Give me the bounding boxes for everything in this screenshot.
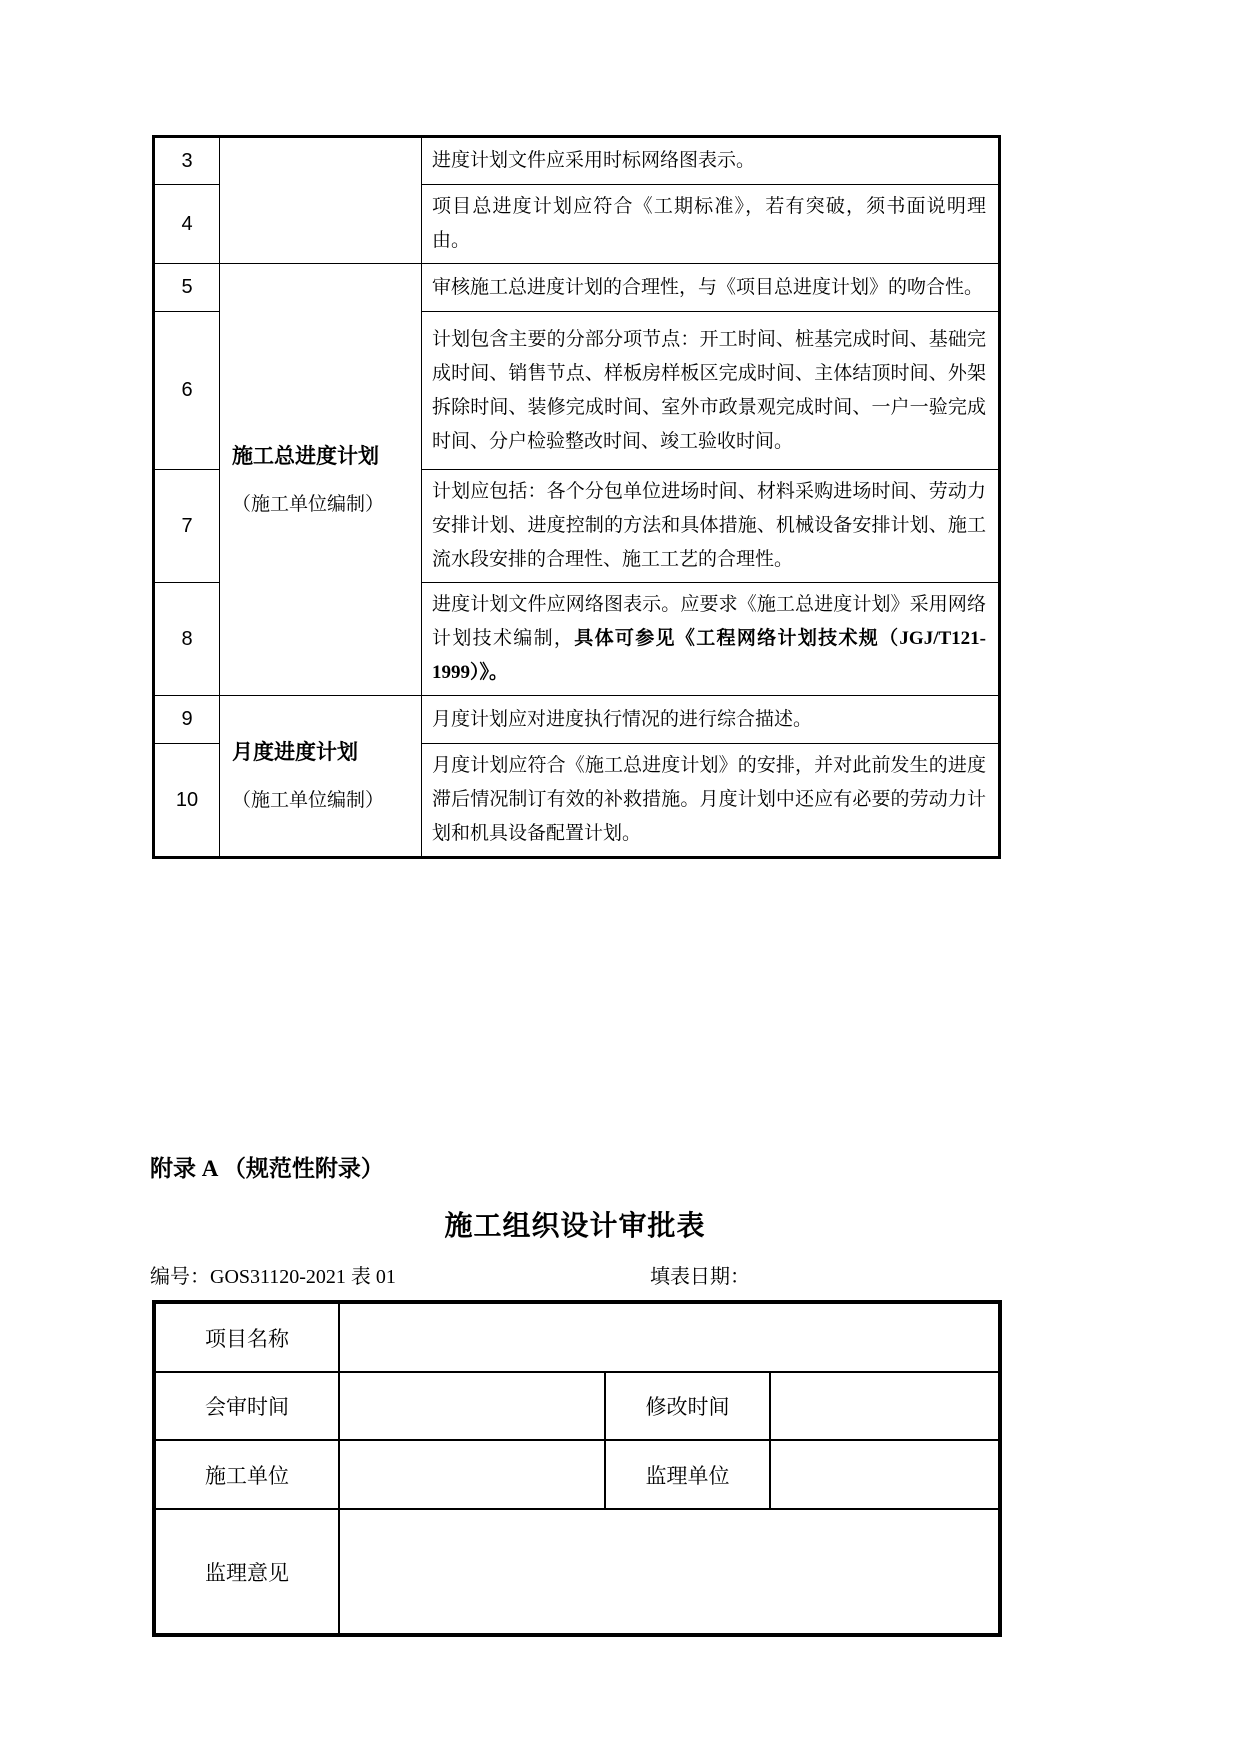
contractor-field[interactable]	[339, 1440, 605, 1509]
category-cell-monthly-schedule	[220, 696, 422, 858]
supervisor-label: 监理单位	[605, 1440, 770, 1509]
revise-time-field[interactable]	[770, 1372, 1000, 1440]
row-number: 5	[154, 264, 220, 312]
approval-form-table	[152, 1300, 1002, 1637]
table-row	[154, 1372, 1000, 1440]
requirement-text: 审核施工总进度计划的合理性，与《项目总进度计划》的吻合性。	[422, 264, 1000, 312]
row-number: 3	[154, 137, 220, 185]
category-subtitle: （施工单位编制）	[232, 790, 385, 811]
row-number: 6	[154, 312, 220, 470]
row-number: 4	[154, 185, 220, 264]
table-row	[154, 696, 1000, 744]
doc-number-label: 编号：GOS31120-2021 表 01	[150, 1266, 396, 1288]
requirement-text	[422, 583, 1000, 696]
review-time-field[interactable]	[339, 1372, 605, 1440]
category-cell-overall-schedule	[220, 264, 422, 696]
revise-time-label: 修改时间	[605, 1372, 770, 1440]
requirement-text: 项目总进度计划应符合《工期标准》，若有突破，须书面说明理由。	[422, 185, 1000, 264]
requirement-text-regular: 进度计划文件应网络图表示。应要求《施工总进度计划》采用网络计划技术编制，	[432, 594, 986, 649]
requirement-text-bold: 具体可参见《工程网络计划技术规（JGJ/T121-1999）》。	[432, 628, 986, 683]
category-cell-empty	[220, 137, 422, 264]
requirement-text: 月度计划应符合《施工总进度计划》的安排，并对此前发生的进度滞后情况制订有效的补救措施。月度计划中还应有必要的劳动力计划和机具设备配置计划。	[422, 744, 1000, 858]
supervisor-opinion-label: 监理意见	[154, 1509, 339, 1635]
form-title: 施工组织设计审批表	[444, 1211, 706, 1242]
requirement-text: 月度计划应对进度执行情况的进行综合描述。	[422, 696, 1000, 744]
table-row	[154, 264, 1000, 312]
table-row	[154, 1302, 1000, 1372]
category-title: 月度进度计划	[232, 740, 358, 764]
appendix-heading: 附录 A （规范性附录）	[150, 1156, 384, 1181]
review-time-label: 会审时间	[154, 1372, 339, 1440]
form-meta-row	[150, 1260, 998, 1288]
category-title: 施工总进度计划	[232, 443, 379, 468]
row-number: 9	[154, 696, 220, 744]
fill-date-label: 填表日期：	[650, 1266, 750, 1288]
schedule-review-table	[152, 135, 1001, 859]
row-number: 7	[154, 470, 220, 583]
table-row	[154, 1440, 1000, 1509]
table-row	[154, 137, 1000, 185]
supervisor-opinion-field[interactable]	[339, 1509, 1000, 1635]
row-number: 8	[154, 583, 220, 696]
supervisor-field[interactable]	[770, 1440, 1000, 1509]
project-name-field[interactable]	[339, 1302, 1000, 1372]
table-row	[154, 1509, 1000, 1635]
row-number: 10	[154, 744, 220, 858]
category-subtitle: （施工单位编制）	[232, 493, 385, 515]
requirement-text: 计划应包括：各个分包单位进场时间、材料采购进场时间、劳动力安排计划、进度控制的方法和具体措施、机械设备安排计划、施工流水段安排的合理性、施工工艺的合理性。	[422, 470, 1000, 583]
requirement-text: 进度计划文件应采用时标网络图表示。	[422, 137, 1000, 185]
requirement-text: 计划包含主要的分部分项节点：开工时间、桩基完成时间、基础完成时间、销售节点、样板房样板区完成时间、主体结顶时间、外架拆除时间、装修完成时间、室外市政景观完成时间、一户一验完成时间、分户检验整改时间、竣工验收时间。	[422, 312, 1000, 470]
project-name-label: 项目名称	[154, 1302, 339, 1372]
contractor-label: 施工单位	[154, 1440, 339, 1509]
